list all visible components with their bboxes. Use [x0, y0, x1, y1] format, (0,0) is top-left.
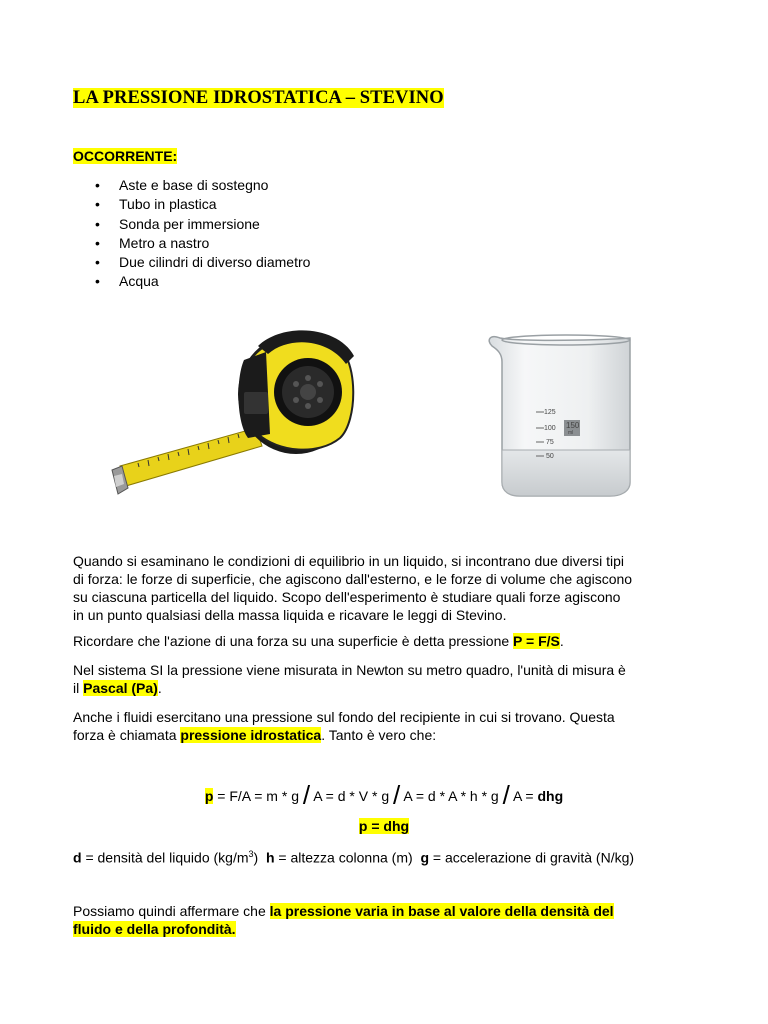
- derivation-formula: [0, 780, 768, 810]
- legend-text: = accelerazione di gravità (N/kg): [429, 849, 635, 866]
- si-unit-paragraph: [73, 661, 713, 697]
- tape-measure-image: [108, 326, 358, 502]
- beaker-mark: 100: [544, 425, 556, 432]
- paragraph-line: di forza: le forze di superficie, che agiscono dall'esterno, e le forze di volume che agiscono: [73, 571, 633, 587]
- paragraph-text: forza è chiamata: [73, 727, 181, 743]
- pascal-highlight: Pascal (Pa): [83, 680, 158, 696]
- hydrostatic-paragraph: [73, 708, 713, 744]
- pressure-definition-paragraph: [73, 632, 713, 650]
- legend-text: = densità del liquido (kg/m: [81, 849, 249, 866]
- conclusion-highlight: la pressione varia in base al valore della densità del: [269, 903, 614, 919]
- conclusion-paragraph: [73, 902, 713, 938]
- paragraph-text: il: [73, 680, 84, 696]
- beaker-mark: 50: [546, 453, 554, 460]
- legend-symbol-g: g: [420, 849, 429, 866]
- list-item-text: Due cilindri di diverso diametro: [119, 254, 311, 271]
- paragraph-text: Ricordare che l'azione di una forza su una superficie è detta pressione: [73, 633, 514, 649]
- beaker-mark: 150: [566, 421, 580, 430]
- materials-list: [73, 176, 310, 292]
- hydrostatic-highlight: pressione idrostatica: [180, 727, 322, 743]
- paragraph-line: [73, 679, 713, 697]
- paragraph-text: Possiamo quindi affermare che: [73, 903, 270, 919]
- formula-slash: /: [502, 780, 510, 810]
- legend-superscript: 3: [248, 849, 254, 859]
- legend-symbol-d: d: [73, 849, 82, 866]
- beaker-mark: 75: [546, 439, 554, 446]
- list-item-text: Acqua: [119, 273, 159, 290]
- intro-paragraph: [73, 552, 713, 624]
- legend-text: ): [253, 849, 259, 866]
- formula-slash: /: [393, 780, 401, 810]
- legend-text: = altezza colonna (m): [274, 849, 413, 866]
- beaker-mark: 125: [544, 409, 556, 416]
- list-item-text: Metro a nastro: [119, 234, 210, 251]
- list-item-text: Aste e base di sostegno: [119, 177, 269, 193]
- list-item-text: Tubo in plastica: [119, 196, 217, 213]
- paragraph-line: su ciascuna particella del liquido. Scopo dell'esperimento è studiare quali forze agiscono: [73, 589, 621, 605]
- paragraph-end: .: [559, 633, 564, 649]
- paragraph-line: Anche i fluidi esercitano una pressione sul fondo del recipiente in cui si trovano. Questa: [73, 709, 615, 725]
- paragraph-end: .: [157, 680, 162, 696]
- formula-p: p: [204, 788, 214, 804]
- summary-formula-text: p = dhg: [358, 818, 410, 834]
- beaker-image: [484, 332, 640, 498]
- pressure-formula-highlight: P = F/S: [513, 633, 560, 649]
- formula-part: A =: [509, 788, 538, 804]
- formula-part: A = d * A * h * g: [400, 788, 503, 804]
- bullet: •: [95, 196, 100, 213]
- formula-part: = F/A = m * g: [213, 788, 303, 804]
- paragraph-line: [73, 902, 713, 920]
- list-item: [73, 176, 310, 195]
- bullet: •: [95, 273, 100, 290]
- bullet: •: [95, 215, 100, 232]
- title-text: LA PRESSIONE IDROSTATICA – STEVINO: [73, 88, 444, 108]
- beaker-mark: ml: [568, 430, 574, 436]
- paragraph-line: Quando si esaminano le condizioni di equilibrio in un liquido, si incontrano due diversi tipi: [73, 553, 624, 569]
- formula-part: A = d * V * g: [310, 788, 394, 804]
- page-title: [73, 88, 444, 109]
- list-item: [73, 215, 310, 234]
- paragraph-line: [73, 726, 713, 744]
- section-heading-text: OCCORRENTE:: [73, 148, 178, 164]
- formula-slash: /: [302, 780, 311, 810]
- bullet: •: [95, 177, 100, 193]
- paragraph-line: Nel sistema SI la pressione viene misurata in Newton su metro quadro, l'unità di misura è: [73, 662, 626, 678]
- list-item: [73, 195, 310, 214]
- bullet: •: [95, 254, 100, 271]
- paragraph-line: [73, 920, 713, 938]
- formula-result: dhg: [537, 788, 564, 804]
- legend-symbol-h: h: [265, 849, 275, 866]
- symbol-legend: [73, 845, 634, 867]
- summary-formula: [0, 818, 768, 834]
- paragraph-line: in un punto qualsiasi della massa liquida e ricavare le leggi di Stevino.: [73, 607, 507, 623]
- bullet: •: [95, 234, 100, 251]
- conclusion-highlight: fluido e della profondità.: [73, 921, 236, 937]
- list-item-text: Sonda per immersione: [119, 215, 260, 232]
- list-item: [73, 234, 310, 253]
- paragraph-end: . Tanto è vero che:: [321, 727, 437, 743]
- list-item: [73, 272, 310, 291]
- section-heading: [73, 148, 177, 164]
- list-item: [73, 253, 310, 272]
